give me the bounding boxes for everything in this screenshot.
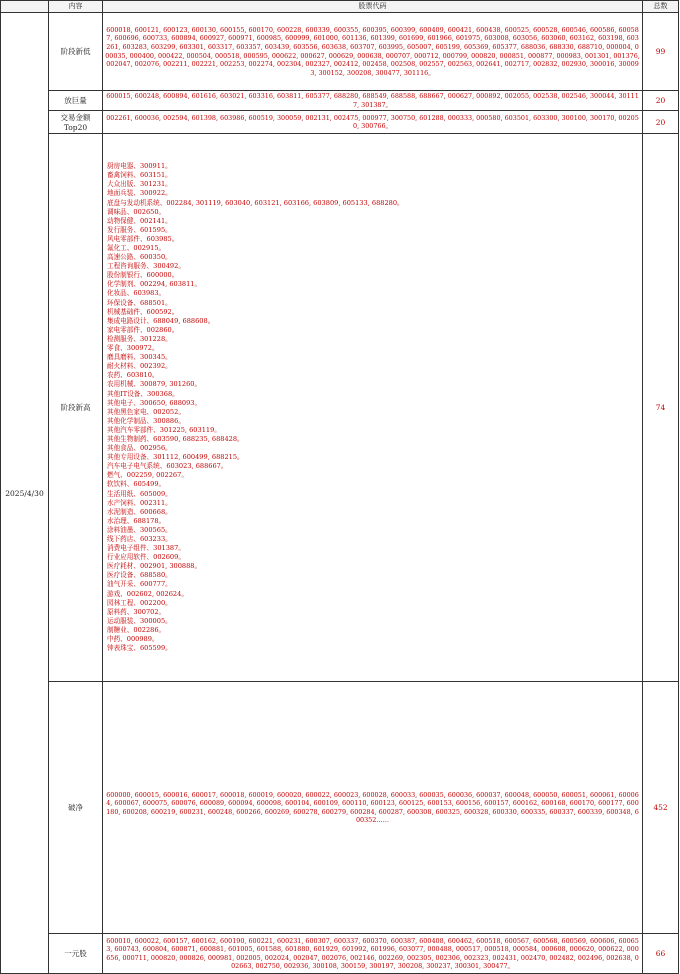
sector-line: 其他专用设备、301112, 600499, 688215。 (107, 453, 244, 462)
header-date (1, 1, 49, 13)
sector-line: 调味品、002650。 (107, 207, 166, 216)
row-label: 一元股 (49, 934, 103, 974)
sector-line: 耐火材料、002392。 (107, 362, 172, 371)
sector-list-cell (103, 134, 643, 682)
sector-line: 消费电子组件、301387。 (107, 544, 185, 553)
sector-line: 农药、603810。 (107, 371, 159, 380)
count-cell: 20 (643, 91, 679, 111)
sector-line: 环保设备、688501。 (107, 298, 172, 307)
row-stage-low (1, 13, 679, 91)
sector-line: 水泥制造、600668。 (107, 507, 172, 516)
sector-line: 生活用纸、605009。 (107, 489, 172, 498)
sector-list (107, 162, 640, 653)
codes-cell: 600015, 600248, 600894, 601616, 603021, 603316, 603811, 605377, 688280, 688549, 688588, 688667, 000627, 000892, 002055, 002538, 002546, 300044, 301117, 301387。 (103, 91, 643, 111)
sector-line: 磨具磨料、300345。 (107, 353, 172, 362)
codes-cell: 002261, 600036, 002594, 601398, 603986, 600519, 300059, 002131, 002475, 000977, 300750, 601288, 000333, 000580, 603501, 603300, 300100, 300170, 002050, 300766。 (103, 111, 643, 134)
count-cell: 66 (643, 934, 679, 974)
sector-line: 其他IT设备、300368。 (107, 389, 179, 398)
sector-line: 油气开采、600777。 (107, 580, 172, 589)
sector-line: 中药、000989。 (107, 635, 159, 644)
sector-line: 发行服务、601595。 (107, 225, 172, 234)
row-label: 阶段新高 (49, 134, 103, 682)
sector-line: 股份制银行、600000。 (107, 271, 179, 280)
row-label: 放巨量 (49, 91, 103, 111)
sector-line: 底盘与发动机系统、002284, 301119, 603040, 603121, 603166, 603809, 605133, 688280。 (107, 198, 404, 207)
sector-line: 原料药、300702。 (107, 607, 166, 616)
sector-line: 氟化工、002915。 (107, 244, 166, 252)
sector-line: 其他食品、002956。 (107, 444, 172, 453)
sector-line: 行业应用软件、002609。 (107, 553, 185, 562)
row-turnover-top20 (1, 111, 679, 134)
header-content: 内容 (49, 1, 103, 13)
sector-line: 其他化学制品、300886。 (107, 416, 185, 425)
row-below-book (1, 682, 679, 934)
row-stage-high (1, 134, 679, 682)
codes-cell: 600000, 600015, 600016, 600017, 600018, 600019, 600020, 600022, 600023, 600028, 600033, 600035, 600036, 600037, 600048, 600050, 600051, 600061, 600064, 600067, 600075, 600076, 600089, 600094, 600098, 600104, 600109, 600110, 600123, 600125, 600153, 600156, 600157, 600162, 600168, 600170, 600177, 600180, 600208, 600219, 600231, 600248, 600266, 600269, 600278, 600279, 600284, 600287, 600308, 600325, 600328, 600330, 600335, 600337, 600339, 600348, 600352…… (103, 682, 643, 934)
sector-line: 涂料油墨、300565。 (107, 525, 172, 534)
sector-line: 园林工程、002200。 (107, 598, 172, 607)
row-huge-volume (1, 91, 679, 111)
sector-line: 风电零部件、603985。 (107, 234, 179, 243)
header-codes: 股票代码 (103, 1, 643, 13)
header-total: 总数 (643, 1, 679, 13)
sector-line: 化妆品、603983。 (107, 289, 166, 298)
sector-line: 厨房电器、300911。 (107, 162, 172, 171)
header-row (1, 1, 679, 13)
sector-line: 地面兵装、300922。 (107, 189, 172, 198)
sector-line: 钟表珠宝、605599。 (107, 644, 172, 653)
sector-line: 其他电子、300650, 688093。 (107, 398, 202, 407)
sector-line: 畜禽饲料、603151。 (107, 171, 172, 180)
codes-cell: 600010, 600022, 600157, 600162, 600190, 600221, 600231, 600307, 600337, 600370, 600387, 600408, 600462, 600518, 600567, 600568, 600569, 600606, 600653, 600743, 600804, 600871, 600881, 601005, 601588, 601880, 601929, 601992, 601996, 603077, 000488, 000517, 000518, 000584, 000608, 000620, 000622, 000656, 000711, 000820, 000826, 000981, 002005, 002024, 002047, 002076, 002146, 002269, 002305, 002306, 002323, 002431, 002470, 002482, 002496, 002638, 002663, 002750, 002936, 300108, 300159, 300197, 300208, 300237, 300301, 300477。 (103, 934, 643, 974)
sector-line: 家电零部件、002860。 (107, 325, 179, 334)
row-label: 破净 (49, 682, 103, 934)
sector-line: 其他汽车零部件、301225, 603119。 (107, 425, 221, 434)
sector-line: 高速公路、600350。 (107, 253, 172, 262)
sector-line: 检测服务、301228。 (107, 334, 172, 343)
sector-line: 汽车电子电气系统、603023, 688667。 (107, 462, 228, 471)
row-label: 阶段新低 (49, 13, 103, 91)
sector-line: 游戏、002602, 002624。 (107, 589, 188, 598)
sector-line: 医疗设备、688580。 (107, 571, 172, 580)
sector-line: 集成电路设计、688049, 688608。 (107, 316, 215, 325)
count-cell: 99 (643, 13, 679, 91)
sector-line: 软饮料、605499。 (107, 480, 166, 489)
sector-line: 大众出版、301231。 (107, 180, 172, 189)
row-label: 交易金额Top20 (49, 111, 103, 134)
sector-line: 动物保健、002141。 (107, 216, 172, 225)
sector-line: 零食、300972。 (107, 344, 159, 353)
codes-cell: 600018, 600121, 600123, 600130, 600155, 600170, 600228, 600339, 600355, 600395, 600399, 600409, 600421, 600438, 600525, 600528, 600546, 600586, 600587, 600696, 600733, 600894, 600927, 600971, 600985, 600999, 601000, 601136, 601399, 601699, 601966, 601975, 603008, 603056, 603060, 603162, 603198, 603261, 603283, 603299, 603301, 603317, 603357, 603439, 603556, 603638, 603707, 603995, 605007, 605199, 605369, 605377, 688036, 688330, 688710, 000004, 000035, 000400, 000422, 000504, 000518, 000595, 000622, 000627, 000629, 000638, 000707, 000712, 000799, 000820, 000851, 000877, 000983, 001301, 001376, 002047, 002076, 002211, 002221, 002253, 002274, 002304, 002327, 002412, 002458, 002508, 002557, 002563, 002641, 002717, 002832, 002930, 300016, 300093, 300152, 300208, 300477, 301116。 (103, 13, 643, 91)
sector-line: 农用机械、300879, 301260。 (107, 380, 202, 389)
sector-line: 其他黑色家电、002052。 (107, 407, 185, 416)
sector-line: 医疗耗材、002901, 300888。 (107, 562, 202, 571)
sector-line: 化学制剂、002294, 603811。 (107, 280, 202, 289)
sector-line: 其他生物制药、603590, 688235, 688428。 (107, 434, 244, 443)
sector-line: 燃气、002259, 002267。 (107, 471, 188, 480)
sector-line: 机械基础件、600592。 (107, 307, 179, 316)
sector-line: 运动服装、300005。 (107, 616, 172, 625)
sector-line: 水产饲料、002311。 (107, 498, 172, 507)
count-cell: 452 (643, 682, 679, 934)
count-cell: 74 (643, 134, 679, 682)
sector-line: 线下药店、603233。 (107, 535, 172, 543)
date-cell: 2025/4/30 (1, 13, 49, 974)
sector-line: 水治理、688178。 (107, 516, 166, 525)
count-cell: 20 (643, 111, 679, 134)
row-one-yuan-stocks (1, 934, 679, 974)
sector-line: 工程咨询服务、300492。 (107, 262, 185, 271)
sector-line: 制糖业、002286。 (107, 625, 166, 634)
